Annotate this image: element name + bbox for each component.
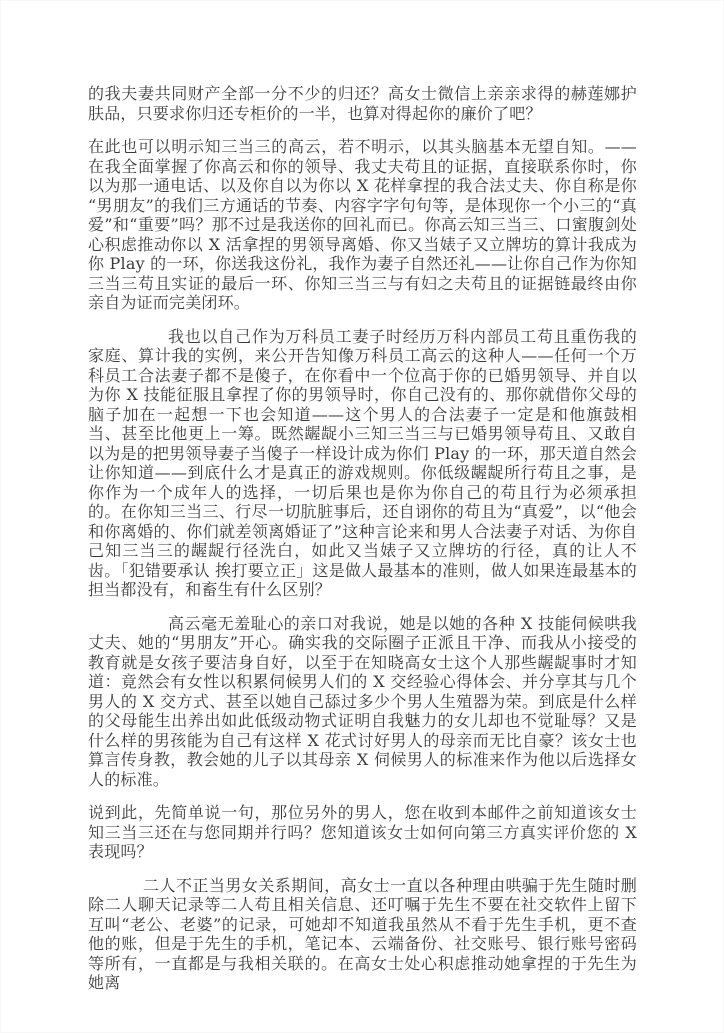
paragraph-1: 的我夫妻共同财产全部一分不少的归还？高女士微信上亲亲求得的赫莲娜护肤品，只要求你归还专柜价的一半，也算对得起你的廉价了吧？ <box>88 84 637 123</box>
paragraph-3: 我也以自己作为万科员工妻子时经历万科内部员工苟且重伤我的家庭、算计我的实例，来公开告知像万科员工高云的这种人——任何一个万科员工合法妻子都不是傻子，在你看中一个位高于你的已婚男领导、并自以为你 X 技能征服且拿捏了你的男领导时，你自己没有的、那你就借你父母的脑子加在一起想一下也会知道——这个男人的合法妻子一定是和他旗鼓相当、甚至比他更上一筹。既然龌龊小三知三当三与已婚男领导苟且、又敢自以为是的把男领导妻子当傻子一样设计成为你们 Play 的一环，那天道自然会让你知道——到底什么才是真正的游戏规则。你低级龌龊所行苟且之事，是你作为一个成年人的选择，一切后果也是你为你自己的苟且行为必须承担的。在你知三当三、行尽一切肮脏事后，还自诩你的苟且为“真爱”，以“他会和你离婚的、你们就差领离婚证了”这种言论来和男人合法妻子对话、为你自己知三当三的龌龊行径洗白，如此又当婊子又立牌坊的行径，真的让人不齿。「犯错要承认 挨打要立正」这是做人最基本的准则，做人如果连最基本的担当都没有，和畜生有什么区别？ <box>88 326 637 599</box>
paragraph-5: 说到此，先简单说一句，那位另外的男人，您在收到本邮件之前知道该女士知三当三还在与您同期并行吗？您知道该女士如何向第三方真实评价您的 X 表现吗？ <box>88 803 637 861</box>
paragraph-2: 在此也可以明示知三当三的高云，若不明示，以其头脑基本无望自知。——在我全面掌握了你高云和你的领导、我丈夫苟且的证据，直接联系你时，你以为那一通电话、以及你自以为你以 X 花样拿捏的我合法丈夫、你自称是你“男朋友”的我们三方通话的节奏、内容字字句句等，是体现你一个小三的“真爱”和“重要”吗？那不过是我送你的回礼而已。你高云知三当三、口蜜腹剑处心积虑推动你以 X 活拿捏的男领导离婚、你又当婊子又立牌坊的算计我成为你 Play 的一环，你送我这份礼，我作为妻子自然还礼——让你自己作为你知三当三苟且实证的最后一环、你知三当三与有妇之夫苟且的证据链最终由你亲自为证而完美闭环。 <box>88 137 637 312</box>
paragraph-6: 二人不正当男女关系期间，高女士一直以各种理由哄骗于先生随时删除二人聊天记录等二人苟且相关信息、还叮嘱于先生不要在社交软件上留下互叫“老公、老婆”的记录，可她却不知道我虽然从不看于先生手机，更不查他的账，但是于先生的手机，笔记本、云端备份、社交账号、银行账号密码等所有，一直都是与我相关联的。在高女士处心积虑推动她拿捏的于先生为她离 <box>88 875 637 992</box>
paragraph-4: 高云毫无羞耻心的亲口对我说，她是以她的各种 X 技能伺候哄我丈夫、她的“男朋友”开心。确实我的交际圈子正派且干净、而我从小接受的教育就是女孩子要洁身自好，以至于在知晓高女士这个人那些龌龊事时才知道：竟然会有女性以积累伺候男人们的 X 交经验心得体会、并分享其与几个男人的 X 交方式、甚至以她自己舔过多少个男人生殖器为荣。到底是什么样的父母能生出养出如此低级动物式证明自我魅力的女儿却也不觉耻辱？又是什么样的男孩能为自己有这样 X 花式讨好男人的母亲而无比自豪？该女士也算言传身教，教会她的儿子以其母亲 X 伺候男人的标准来作为他以后选择女人的标准。 <box>88 613 637 789</box>
